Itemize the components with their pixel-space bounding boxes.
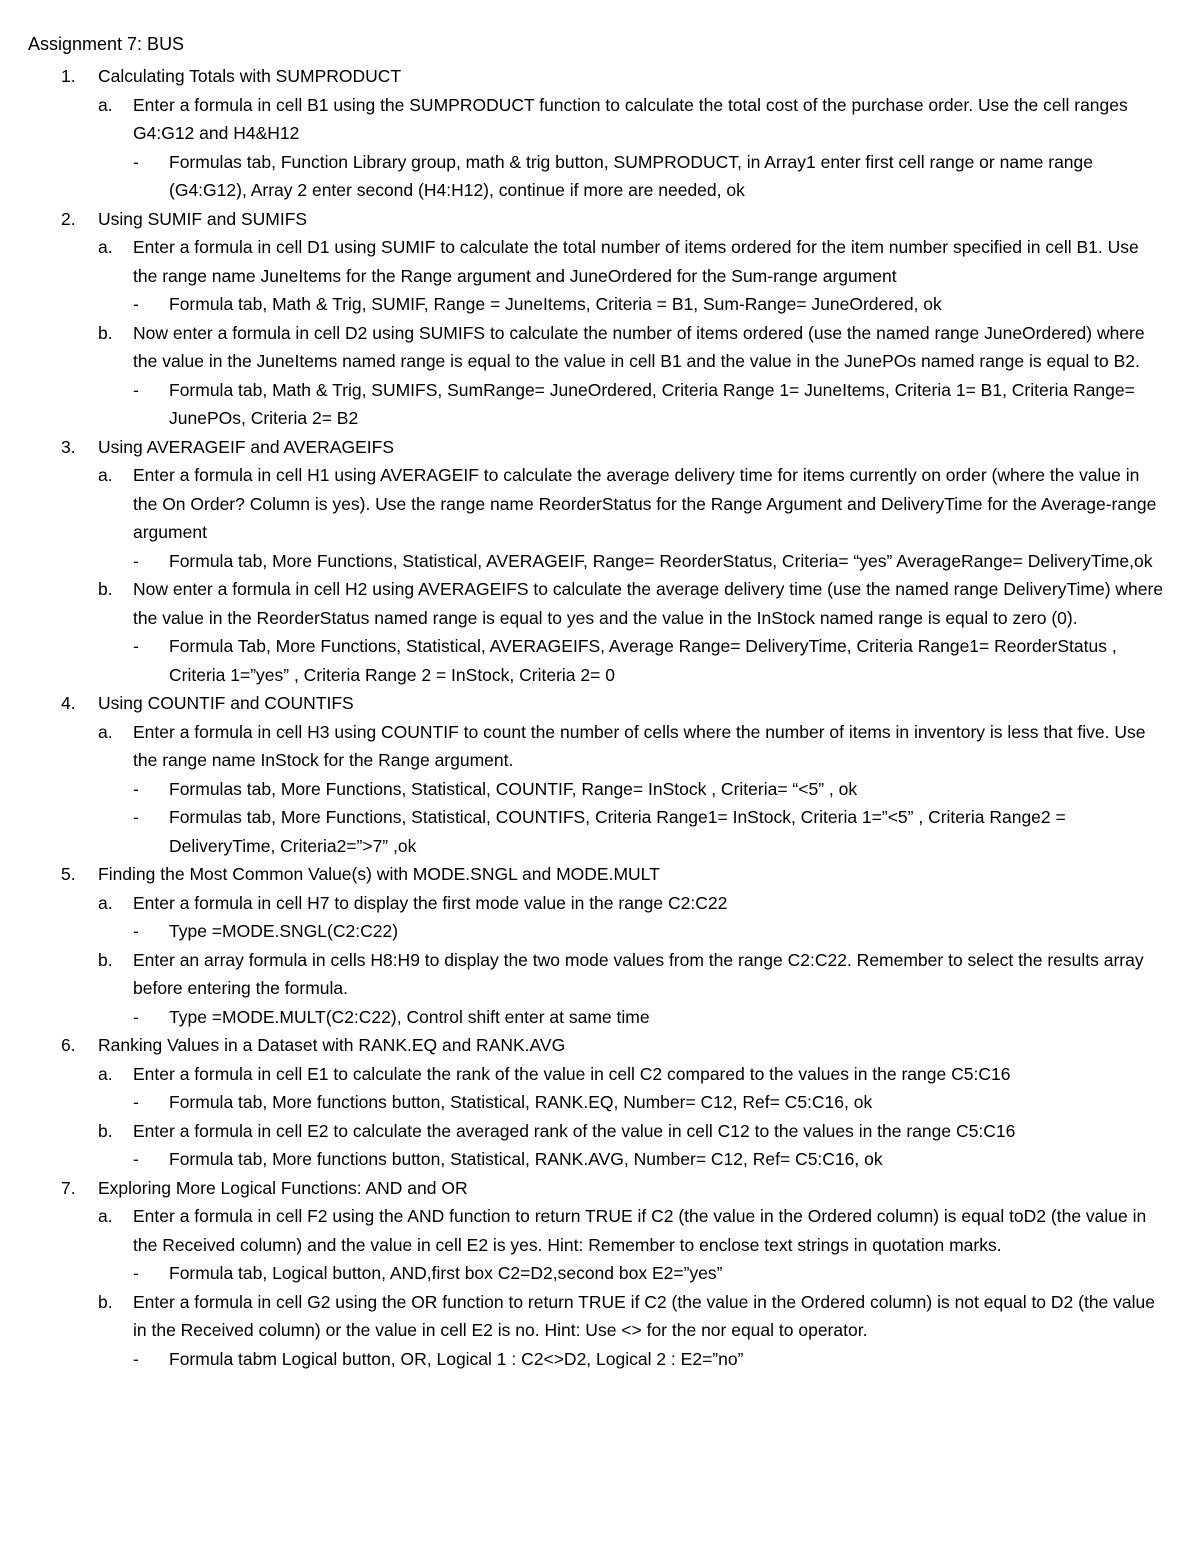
subitem-letter: a. (98, 237, 113, 257)
step-list (133, 290, 1164, 319)
step-text: Formula tab, More functions button, Statistical, RANK.AVG, Number= C12, Ref= C5:C16, ok (169, 1149, 883, 1169)
subitem-text: Enter a formula in cell F2 using the AND function to return TRUE if C2 (the value in the Ordered column) is equal toD2 (the value in the Received column) and the value in cell E2 is yes. Hint: Remember to enclose text strings in quotation marks. (133, 1206, 1147, 1255)
subitem (98, 319, 1164, 433)
section-number: 3. (61, 436, 76, 457)
section-heading: Ranking Values in a Dataset with RANK.EQ and RANK.AVG (98, 1035, 566, 1055)
section-heading: Using SUMIF and SUMIFS (98, 208, 308, 229)
section-heading: Exploring More Logical Functions: AND and OR (98, 1177, 468, 1198)
step-item (133, 376, 1164, 433)
subitem (98, 91, 1164, 205)
subitem-text: Enter a formula in cell E2 to calculate the averaged rank of the value in cell C12 to the values in the range C5:C16 (133, 1120, 1016, 1141)
step-text: Formula tab, Math & Trig, SUMIF, Range = JuneItems, Criteria = B1, Sum-Range= JuneOrdered, ok (169, 294, 942, 314)
step-item (133, 1345, 1164, 1374)
subitem-letter: b. (98, 949, 113, 970)
step-item (133, 290, 1164, 319)
step-item (133, 803, 1164, 860)
step-list (133, 1345, 1164, 1374)
dash-bullet-icon: - (133, 1348, 139, 1369)
step-list (133, 917, 1164, 946)
document-title: Assignment 7: BUS (28, 34, 185, 54)
dash-bullet-icon: - (133, 151, 139, 172)
step-text: Formulas tab, More Functions, Statistical, COUNTIFS, Criteria Range1= InStock, Criteria 1=”<5” , Criteria Range2 = DeliveryTime, Criteria2=”>7” ,ok (169, 807, 1066, 856)
section-number: 6. (61, 1035, 76, 1055)
subitem-list (98, 889, 1164, 1032)
subitem (98, 718, 1164, 861)
subitem-letter: b. (98, 322, 113, 343)
subitem-letter: a. (98, 94, 113, 115)
dash-bullet-icon: - (133, 921, 139, 941)
step-text: Type =MODE.SNGL(C2:C22) (169, 921, 399, 941)
subitem-text: Enter a formula in cell D1 using SUMIF to calculate the total number of items ordered for the item number specified in cell B1. Use the range name JuneItems for the Range argument and JuneOrdered for the Sum-range argument (133, 237, 1139, 286)
dash-bullet-icon: - (133, 636, 139, 656)
step-text: Formula tab, More Functions, Statistical, AVERAGEIF, Range= ReorderStatus, Criteria= “yes” AverageRange= DeliveryTime,ok (169, 550, 1153, 571)
step-item (133, 1145, 1164, 1174)
dash-bullet-icon: - (133, 1006, 139, 1027)
subitem (98, 1060, 1164, 1117)
step-list (133, 376, 1164, 433)
subitem-text: Enter a formula in cell H3 using COUNTIF to count the number of cells where the number of items in inventory is less that five. Use the range name InStock for the Range argument. (133, 721, 1146, 770)
subitem-text: Enter a formula in cell H1 using AVERAGEIF to calculate the average delivery time for items currently on order (where the value in the On Order? Column is yes). Use the range name ReorderStatus for the Range Argument and DeliveryTime for the Average-range argument (133, 465, 1157, 542)
step-item (133, 1003, 1164, 1032)
step-list (133, 1003, 1164, 1032)
section-heading: Calculating Totals with SUMPRODUCT (98, 66, 402, 86)
subitem-letter: a. (98, 1063, 113, 1084)
subitem (98, 575, 1164, 689)
subitem (98, 1288, 1164, 1374)
section-item (28, 860, 1164, 1031)
subitem (98, 1117, 1164, 1174)
section-item (28, 1174, 1164, 1374)
step-text: Formulas tab, More Functions, Statistical, COUNTIF, Range= InStock , Criteria= “<5” , ok (169, 778, 858, 799)
step-item (133, 148, 1164, 205)
subitem-list (98, 1060, 1164, 1174)
step-item (133, 917, 1164, 946)
subitem-text: Enter a formula in cell H7 to display the first mode value in the range C2:C22 (133, 892, 728, 913)
step-item (133, 547, 1164, 576)
subitem-list (98, 461, 1164, 689)
step-text: Formula tabm Logical button, OR, Logical 1 : C2<>D2, Logical 2 : E2=”no” (169, 1348, 744, 1369)
step-text: Formulas tab, Function Library group, math & trig button, SUMPRODUCT, in Array1 enter first cell range or name range (G4:G12), Array 2 enter second (H4:H12), continue if more are needed, ok (169, 151, 1093, 200)
subitem-text: Now enter a formula in cell D2 using SUMIFS to calculate the number of items ordered (use the named range JuneOrdered) where the value in the JuneItems named range is equal to the value in cell B1 and the value in the JunePOs named range is equal to B2. (133, 322, 1145, 371)
subitem-text: Enter a formula in cell E1 to calculate the rank of the value in cell C2 compared to the values in the range C5:C16 (133, 1063, 1011, 1084)
step-text: Formula tab, Math & Trig, SUMIFS, SumRange= JuneOrdered, Criteria Range 1= JuneItems, Criteria 1= B1, Criteria Range= JunePOs, Criteria 2= B2 (169, 379, 1135, 428)
step-list (133, 547, 1164, 576)
section-number: 4. (61, 693, 76, 713)
subitem-letter: a. (98, 465, 113, 485)
step-list (133, 1259, 1164, 1288)
section-item (28, 689, 1164, 860)
step-item (133, 1259, 1164, 1288)
dash-bullet-icon: - (133, 550, 139, 571)
dash-bullet-icon: - (133, 807, 139, 827)
subitem-list (98, 1202, 1164, 1373)
subitem-letter: a. (98, 892, 113, 913)
step-text: Formula tab, More functions button, Statistical, RANK.EQ, Number= C12, Ref= C5:C16, ok (169, 1092, 873, 1112)
dash-bullet-icon: - (133, 294, 139, 314)
step-text: Type =MODE.MULT(C2:C22), Control shift enter at same time (169, 1006, 650, 1027)
subitem (98, 461, 1164, 575)
step-list (133, 775, 1164, 861)
subitem-text: Enter a formula in cell G2 using the OR function to return TRUE if C2 (the value in the Ordered column) is not equal to D2 (the value in the Received column) or the value in cell E2 is no. Hint: Use <> for the nor equal to operator. (133, 1291, 1155, 1340)
section-number: 1. (61, 66, 76, 86)
section-number: 7. (61, 1177, 76, 1198)
section-item (28, 433, 1164, 690)
subitem-letter: a. (98, 1206, 113, 1226)
step-item (133, 775, 1164, 804)
dash-bullet-icon: - (133, 1092, 139, 1112)
step-text: Formula tab, Logical button, AND,first box C2=D2,second box E2=”yes” (169, 1263, 723, 1283)
subitem-letter: b. (98, 579, 113, 599)
section-heading: Finding the Most Common Value(s) with MODE.SNGL and MODE.MULT (98, 864, 660, 884)
subitem (98, 1202, 1164, 1288)
step-item (133, 1088, 1164, 1117)
subitem (98, 946, 1164, 1032)
step-list (133, 1088, 1164, 1117)
step-text: Formula Tab, More Functions, Statistical, AVERAGEIFS, Average Range= DeliveryTime, Criteria Range1= ReorderStatus , Criteria 1=”yes” , Criteria Range 2 = InStock, Criteria 2= 0 (169, 636, 1117, 685)
subitem-text: Enter an array formula in cells H8:H9 to display the two mode values from the range C2:C22. Remember to select the results array before entering the formula. (133, 949, 1144, 998)
section-heading: Using AVERAGEIF and AVERAGEIFS (98, 436, 394, 457)
section-item (28, 205, 1164, 433)
step-list (133, 1145, 1164, 1174)
subitem-list (98, 233, 1164, 433)
section-number: 2. (61, 208, 76, 229)
subitem-list (98, 718, 1164, 861)
step-item (133, 632, 1164, 689)
subitem-letter: a. (98, 721, 113, 742)
assignment-list (28, 62, 1164, 1373)
section-number: 5. (61, 864, 76, 884)
section-heading: Using COUNTIF and COUNTIFS (98, 693, 354, 713)
subitem-text: Enter a formula in cell B1 using the SUMPRODUCT function to calculate the total cost of the purchase order. Use the cell ranges G4:G12 and H4&H12 (133, 94, 1128, 143)
subitem-letter: b. (98, 1291, 113, 1312)
subitem-letter: b. (98, 1120, 113, 1141)
dash-bullet-icon: - (133, 1263, 139, 1283)
step-list (133, 632, 1164, 689)
dash-bullet-icon: - (133, 778, 139, 799)
subitem-list (98, 91, 1164, 205)
section-item (28, 62, 1164, 205)
subitem-text: Now enter a formula in cell H2 using AVERAGEIFS to calculate the average delivery time (use the named range DeliveryTime) where the value in the ReorderStatus named range is equal to yes and the value in the InStock named range is equal to zero (0). (133, 579, 1164, 628)
dash-bullet-icon: - (133, 379, 139, 400)
step-list (133, 148, 1164, 205)
subitem (98, 889, 1164, 946)
subitem (98, 233, 1164, 319)
section-item (28, 1031, 1164, 1174)
dash-bullet-icon: - (133, 1149, 139, 1169)
